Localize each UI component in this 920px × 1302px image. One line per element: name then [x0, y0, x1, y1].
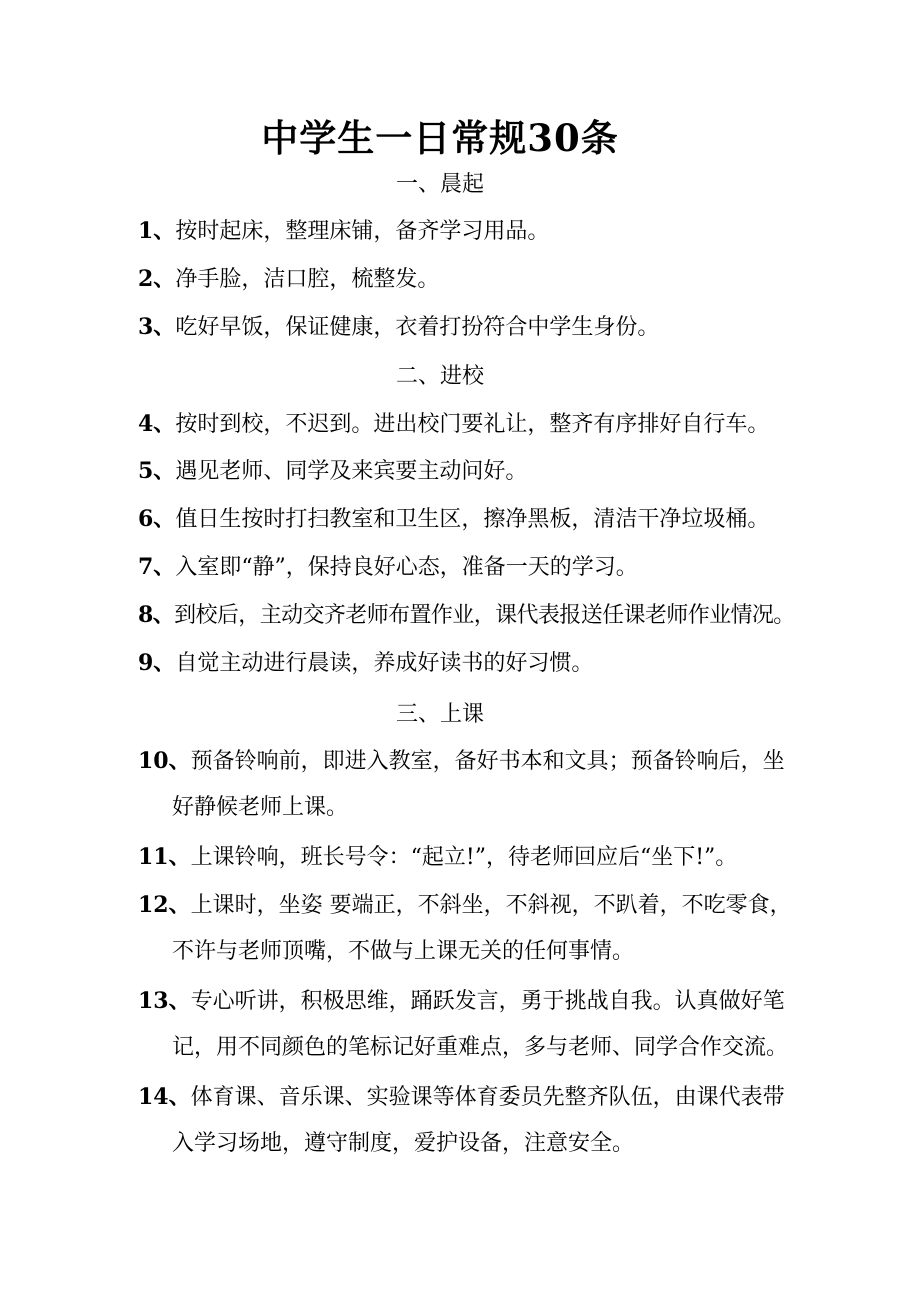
- section-heading-arrival: 二、进校: [395, 364, 484, 389]
- item-text: 吃好早饭，保证健康，衣着打扮符合中学生身份。: [175, 315, 660, 340]
- item-number: 7、: [138, 554, 176, 580]
- list-item: [138, 448, 838, 495]
- document-title: 中学生一日常规30条: [261, 116, 619, 160]
- item-text: 按时起床，整理床铺，备齐学习用品。: [175, 219, 550, 244]
- list-item: [138, 592, 838, 639]
- list-item: [138, 496, 838, 543]
- item-number: 12、: [138, 892, 191, 918]
- list-item: [138, 208, 838, 255]
- item-text: 专心听讲，积极思维，踊跃发言，勇于挑战自我。认真做好笔: [190, 989, 785, 1014]
- item-number: 11、: [138, 844, 191, 870]
- list-item: [138, 640, 838, 687]
- item-text: 按时到校，不迟到。进出校门要礼让，整齐有序排好自行车。: [175, 412, 770, 437]
- item-text: 值日生按时打扫教室和卫生区，擦净黑板，清洁干净垃圾桶。: [175, 507, 770, 532]
- list-item: [138, 304, 838, 351]
- item-number: 10、: [138, 748, 191, 774]
- item-text: 净手脸，洁口腔，梳整发。: [175, 267, 440, 292]
- section-heading-class: 三、上课: [395, 702, 484, 727]
- list-item: [138, 834, 838, 881]
- item-text: 遇见老师、同学及来宾要主动问好。: [175, 459, 528, 484]
- list-item: [138, 1074, 828, 1167]
- item-text: 上课铃响，班长号令：“起立!”，待老师回应后“坐下!”。: [190, 845, 738, 870]
- list-item: [138, 738, 828, 831]
- item-text: 预备铃响前，即进入教室，备好书本和文具；预备铃响后，坐: [190, 749, 785, 774]
- item-number: 13、: [138, 988, 191, 1014]
- item-number: 6、: [138, 506, 176, 532]
- list-item: [138, 978, 828, 1071]
- item-number: 3、: [138, 314, 176, 340]
- list-item: [138, 544, 838, 591]
- section-heading-morning: 一、晨起: [395, 172, 484, 197]
- item-text-continued: 记，用不同颜色的笔标记好重难点，多与老师、同学合作交流。: [172, 1035, 789, 1060]
- item-text: 入室即“静”，保持良好心态，准备一天的学习。: [175, 555, 638, 580]
- item-text: 上课时，坐姿 要端正，不斜坐，不斜视，不趴着，不吃零食，: [190, 893, 792, 918]
- item-number: 5、: [138, 458, 176, 484]
- item-number: 8、: [138, 602, 175, 628]
- item-number: 4、: [138, 411, 176, 437]
- item-text-continued: 入学习场地，遵守制度，爱护设备，注意安全。: [172, 1131, 635, 1156]
- item-text-continued: 好静候老师上课。: [172, 795, 349, 820]
- list-item: [138, 401, 838, 448]
- item-text-continued: 不许与老师顶嘴，不做与上课无关的任何事情。: [172, 939, 635, 964]
- item-text: 到校后，主动交齐老师布置作业，课代表报送任课老师作业情况。: [174, 603, 795, 628]
- item-text: 体育课、音乐课、实验课等体育委员先整齐队伍，由课代表带: [190, 1085, 785, 1110]
- item-number: 14、: [138, 1084, 191, 1110]
- item-text: 自觉主动进行晨读，养成好读书的好习惯。: [175, 651, 594, 676]
- list-item: [138, 882, 828, 975]
- item-number: 2、: [138, 266, 176, 292]
- item-number: 9、: [138, 650, 176, 676]
- item-number: 1、: [138, 218, 176, 244]
- list-item: [138, 256, 838, 303]
